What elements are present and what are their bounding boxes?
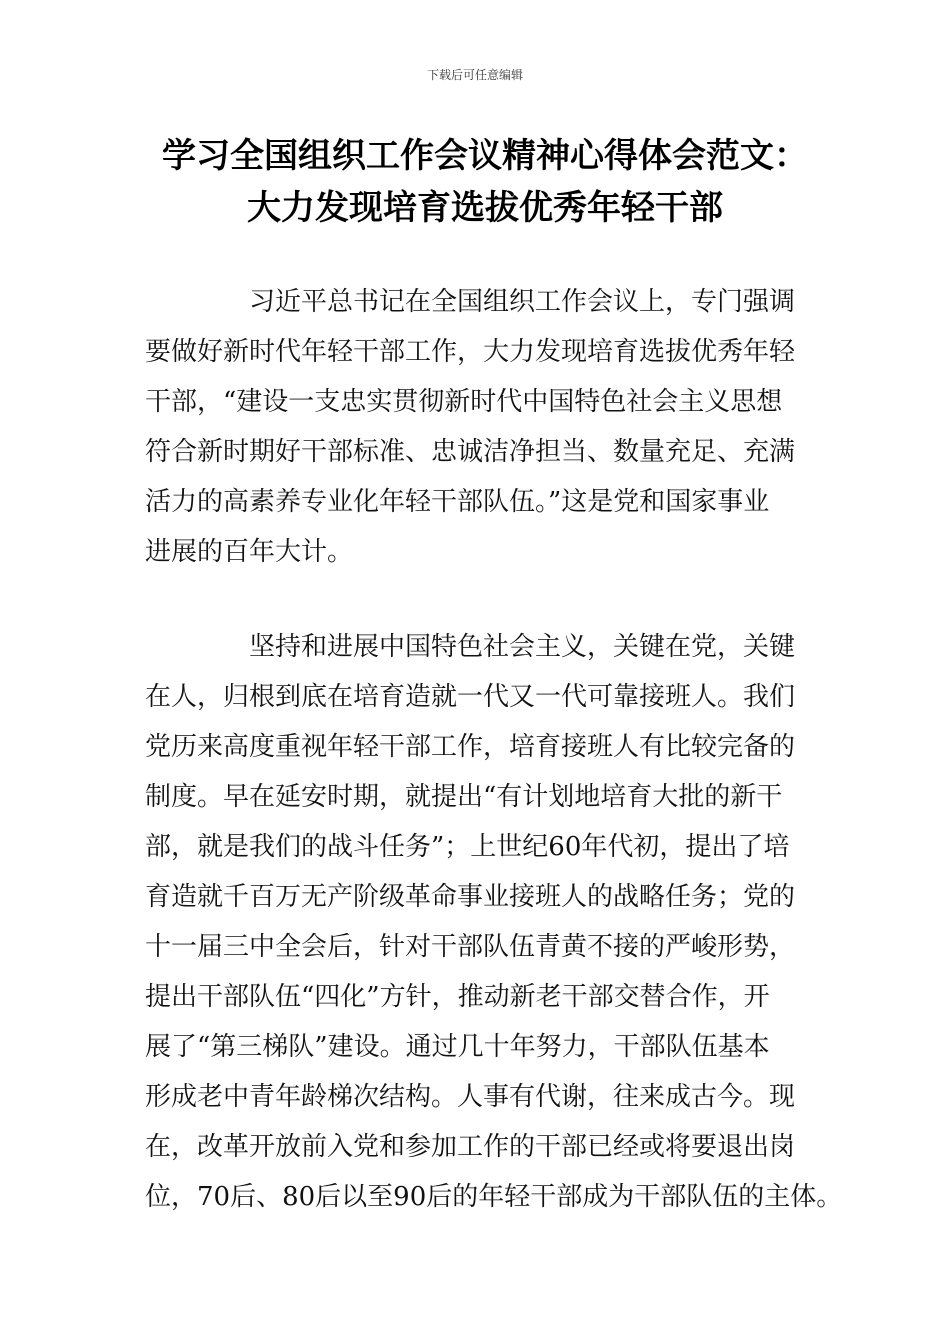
page-header-note: 下载后可任意编辑: [426, 68, 523, 82]
paragraph-line: 符合新时期好干部标准、忠诚洁净担当、数量充足、充满: [145, 437, 796, 467]
title-line-2: 大力发现培育选拔优秀年轻干部: [247, 188, 723, 228]
paragraph-line: 坚持和进展中国特色社会主义，关键在党，关键: [249, 632, 796, 662]
paragraph-line: 习近平总书记在全国组织工作会议上，专门强调: [249, 287, 796, 317]
paragraph-2: [145, 622, 843, 1222]
paragraph-line: 活力的高素养专业化年轻干部队伍。”这是党和国家事业: [145, 487, 770, 517]
paragraph-line: 党历来高度重视年轻干部工作，培育接班人有比较完备的: [145, 732, 796, 762]
paragraph-1: [145, 277, 825, 577]
paragraph-line: 制度。早在延安时期，就提出“有计划地培育大批的新干: [145, 782, 783, 812]
paragraph-line: 部，就是我们的战斗任务”；上世纪60年代初，提出了培: [145, 832, 790, 862]
document-title: [100, 130, 870, 234]
paragraph-line: 十一届三中全会后，针对干部队伍青黄不接的严峻形势，: [145, 932, 796, 962]
paragraph-line: 进展的百年大计。: [145, 537, 354, 567]
paragraph-line: 展了“第三梯队”建设。通过几十年努力，干部队伍基本: [145, 1032, 770, 1062]
paragraph-line: 干部，“建设一支忠实贯彻新时代中国特色社会主义思想: [145, 387, 783, 417]
paragraph-line: 提出干部队伍“四化”方针，推动新老干部交替合作，开: [145, 982, 770, 1012]
title-line-1: 学习全国组织工作会议精神心得体会范文：: [162, 136, 808, 176]
paragraph-line: 要做好新时代年轻干部工作，大力发现培育选拔优秀年轻: [145, 337, 796, 367]
paragraph-line: 形成老中青年龄梯次结构。人事有代谢，往来成古今。现: [145, 1082, 796, 1112]
paragraph-line: 在，改革开放前入党和参加工作的干部已经或将要退出岗: [145, 1132, 796, 1162]
paragraph-line: 位，70后、80后以至90后的年轻干部成为干部队伍的主体。: [145, 1182, 843, 1212]
paragraph-line: 在人，归根到底在培育造就一代又一代可靠接班人。我们: [145, 682, 796, 712]
paragraph-line: 育造就千百万无产阶级革命事业接班人的战略任务；党的: [145, 882, 796, 912]
